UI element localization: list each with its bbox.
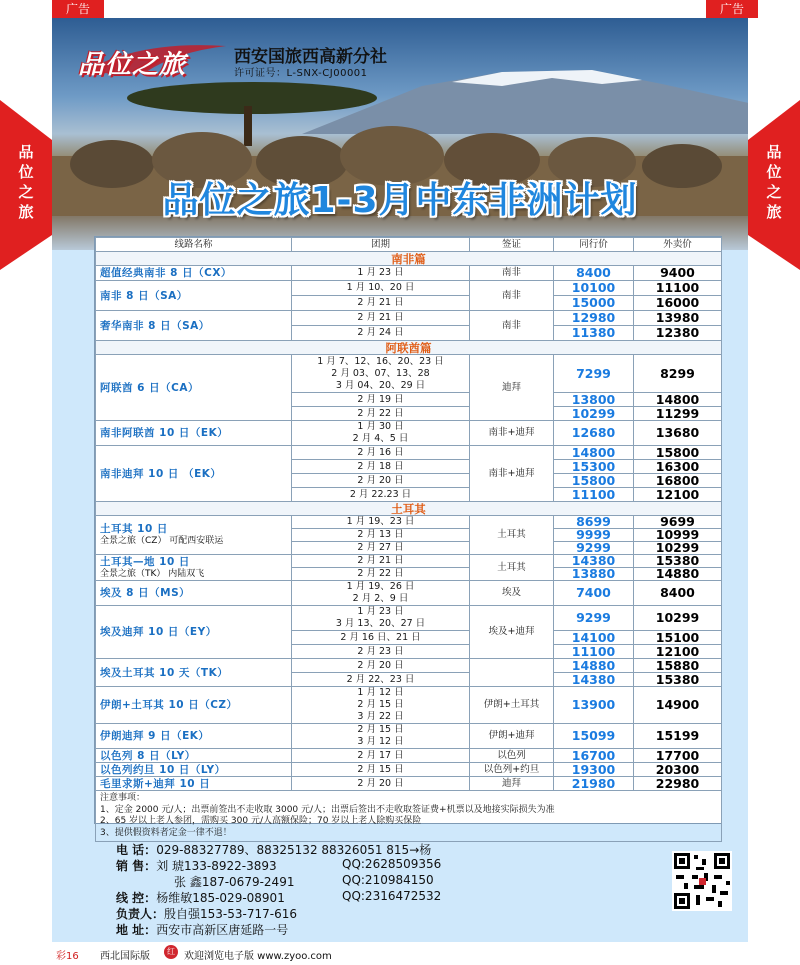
retail-price: 10299 <box>634 606 722 631</box>
retail-price: 15380 <box>634 673 722 687</box>
tour-date <box>292 355 470 393</box>
tour-date: 2 月 23 日 <box>292 645 470 659</box>
retail-price: 10299 <box>634 542 722 555</box>
retail-price: 15380 <box>634 555 722 568</box>
trade-price: 11100 <box>554 645 634 659</box>
manager-line <box>116 905 297 921</box>
side-ribbon-left <box>0 100 52 270</box>
retail-price: 15199 <box>634 724 722 749</box>
retail-price: 20300 <box>634 763 722 777</box>
manager-label: 负责人： <box>116 907 165 921</box>
notes-title: 注意事项： <box>100 793 146 803</box>
route-subtitle: 全景之旅（CZ） 可配西安联运 <box>100 536 224 546</box>
tour-date: 2 月 20 日 <box>292 474 470 488</box>
retail-price: 16000 <box>634 296 722 311</box>
brand-logo-text: 品位之旅 <box>78 50 187 80</box>
route-name: 南非阿联酋 10 日（EK） <box>96 421 292 446</box>
trade-price: 8400 <box>554 266 634 281</box>
control-line <box>116 889 285 905</box>
poster-headline: 品位之旅1-3月中东非洲计划 <box>162 180 638 221</box>
retail-price: 12380 <box>634 326 722 341</box>
route-name: 南非 8 日（SA） <box>96 281 292 311</box>
retail-price: 15100 <box>634 631 722 645</box>
tour-date-line: 1 月 7、12、16、20、23 日 <box>317 355 444 367</box>
retail-price: 16800 <box>634 474 722 488</box>
side-ribbon-left-text <box>0 142 52 222</box>
column-header: 同行价 <box>554 238 634 252</box>
section-row <box>96 502 722 516</box>
tour-date: 2 月 22 日 <box>292 407 470 421</box>
route-name: 奢华南非 8 日（SA） <box>96 311 292 341</box>
website-link[interactable]: 欢迎浏览电子版 www.zyoo.com <box>184 951 332 962</box>
tour-date-line: 1 月 30 日 <box>357 421 404 432</box>
visa-type: 以色列 <box>470 749 554 763</box>
table-header-row <box>96 238 722 252</box>
trade-price: 12980 <box>554 311 634 326</box>
note-item: 2、65 岁以上老人参团，需购买 300 元/人高额保险；70 岁以上老人除购买保险 <box>100 816 422 826</box>
retail-price: 11100 <box>634 281 722 296</box>
section-title: 阿联酋篇 <box>96 341 722 355</box>
itinerary-price-table <box>95 237 722 842</box>
trade-price: 13800 <box>554 393 634 407</box>
table-row <box>96 446 722 460</box>
column-header: 团期 <box>292 238 470 252</box>
visa-type: 南非+迪拜 <box>470 421 554 446</box>
route-name: 阿联酋 6 日（CA） <box>96 355 292 421</box>
tour-date: 2 月 20 日 <box>292 659 470 673</box>
tour-date: 2 月 13 日 <box>292 529 470 542</box>
notes-row <box>96 791 722 842</box>
route-name <box>96 516 292 555</box>
route-name: 毛里求斯+迪拜 10 日 <box>96 777 292 791</box>
visa-type: 南非 <box>470 266 554 281</box>
tour-date-line: 2 月 15 日 <box>357 724 404 735</box>
visa-type: 伊朗+迪拜 <box>470 724 554 749</box>
trade-price: 7400 <box>554 581 634 606</box>
trade-price: 15000 <box>554 296 634 311</box>
table-row <box>96 281 722 296</box>
visa-type: 南非+迪拜 <box>470 446 554 502</box>
side-ribbon-right-text <box>748 142 800 222</box>
ribbon-char: 旅 <box>18 203 34 221</box>
tour-date-line: 3 月 04、20、29 日 <box>335 379 426 391</box>
retail-price: 9699 <box>634 516 722 529</box>
visa-type: 迪拜 <box>470 355 554 421</box>
retail-price: 12100 <box>634 645 722 659</box>
travel-poster <box>52 18 748 960</box>
trade-price: 9999 <box>554 529 634 542</box>
route-name: 以色列 8 日（LY） <box>96 749 292 763</box>
route-name: 南非迪拜 10 日 （EK） <box>96 446 292 502</box>
tour-date <box>292 687 470 724</box>
trade-price: 8699 <box>554 516 634 529</box>
trade-price: 9299 <box>554 606 634 631</box>
tour-date-line: 2 月 4、5 日 <box>352 433 409 444</box>
note-item: 3、提供假资料者定金一律不退！ <box>100 827 232 838</box>
phone-label: 电 话： <box>116 843 157 857</box>
ribbon-char: 品 <box>766 143 782 161</box>
side-ribbon-right <box>748 100 800 270</box>
qr-code-icon <box>672 851 732 911</box>
retail-price: 22980 <box>634 777 722 791</box>
table-row <box>96 266 722 281</box>
license-number: 许可证号：L-SNX-CJ00001 <box>234 68 368 79</box>
page-footer <box>52 942 748 965</box>
edition-name: 西北国际版 <box>100 951 150 962</box>
route-name: 埃及迪拜 10 日（EY） <box>96 606 292 659</box>
visa-type: 埃及 <box>470 581 554 606</box>
retail-price: 8400 <box>634 581 722 606</box>
retail-price: 14880 <box>634 568 722 581</box>
trade-price: 21980 <box>554 777 634 791</box>
table-row <box>96 687 722 724</box>
tour-date <box>292 606 470 631</box>
tour-date <box>292 421 470 446</box>
visa-type: 南非 <box>470 311 554 341</box>
retail-price: 15880 <box>634 659 722 673</box>
sales-label: 销 售： <box>116 859 157 873</box>
ribbon-char: 之 <box>18 183 34 201</box>
visa-type: 迪拜 <box>470 777 554 791</box>
trade-price: 14380 <box>554 555 634 568</box>
itinerary-table-container <box>94 236 722 838</box>
tour-date-line: 3 月 12 日 <box>357 736 404 747</box>
tour-date <box>292 581 470 606</box>
section-title: 土耳其 <box>96 502 722 516</box>
sales-qq-1: QQ:2628509356 <box>342 857 442 871</box>
route-name: 以色列约旦 10 日（LY） <box>96 763 292 777</box>
tour-date-line: 3 月 22 日 <box>357 711 404 722</box>
trade-price: 14800 <box>554 446 634 460</box>
route-title: 土耳其 10 日 <box>100 523 168 535</box>
tour-date: 2 月 15 日 <box>292 763 470 777</box>
page-number: 彩16 <box>56 951 79 962</box>
visa-type: 伊朗+土耳其 <box>470 687 554 724</box>
tour-date: 2 月 21 日 <box>292 296 470 311</box>
tour-date: 2 月 21 日 <box>292 555 470 568</box>
trade-price: 12680 <box>554 421 634 446</box>
phone-value: 029-88327789、88325132 88326051 815→杨 <box>156 843 432 857</box>
control-qq: QQ:2316472532 <box>342 889 442 903</box>
route-title: 土耳其—地 10 日 <box>100 555 190 568</box>
table-row <box>96 777 722 791</box>
retail-price: 11299 <box>634 407 722 421</box>
table-row <box>96 516 722 529</box>
visa-type <box>470 659 554 687</box>
tour-date: 2 月 18 日 <box>292 460 470 474</box>
tour-date: 2 月 27 日 <box>292 542 470 555</box>
tour-date: 2 月 16 日、21 日 <box>292 631 470 645</box>
tour-date: 2 月 22 日 <box>292 568 470 581</box>
tour-date: 2 月 19 日 <box>292 393 470 407</box>
sales-contact: 刘 琥133-8922-3893 <box>156 859 277 873</box>
ribbon-char: 位 <box>766 163 782 181</box>
table-row <box>96 311 722 326</box>
ad-tag-right: 广告 <box>706 0 758 18</box>
trade-price: 13880 <box>554 568 634 581</box>
trade-price: 15300 <box>554 460 634 474</box>
visa-type: 以色列+约旦 <box>470 763 554 777</box>
phone-line <box>116 841 431 857</box>
route-name <box>96 555 292 581</box>
note-item: 1、定金 2000 元/人；出票前签出不走收取 3000 元/人；出票后签出不走收取签证费+机票以及地接实际损失为准 <box>100 804 555 815</box>
table-row <box>96 763 722 777</box>
tour-date: 1 月 10、20 日 <box>292 281 470 296</box>
tour-date: 2 月 22、23 日 <box>292 673 470 687</box>
control-contact: 杨维敏185-029-08901 <box>156 891 285 905</box>
table-row <box>96 421 722 446</box>
safari-hero-image <box>52 18 748 250</box>
trade-price: 14100 <box>554 631 634 645</box>
address-value: 西安市高新区唐延路一号 <box>156 923 289 937</box>
visa-type: 土耳其 <box>470 555 554 581</box>
route-name: 伊朗迪拜 9 日（EK） <box>96 724 292 749</box>
tour-date: 1 月 19、23 日 <box>292 516 470 529</box>
trade-price: 7299 <box>554 355 634 393</box>
trade-price: 16700 <box>554 749 634 763</box>
section-row <box>96 252 722 266</box>
retail-price: 12100 <box>634 488 722 502</box>
retail-price: 8299 <box>634 355 722 393</box>
route-name: 伊朗+土耳其 10 日（CZ） <box>96 687 292 724</box>
table-row <box>96 749 722 763</box>
manager-contact: 殷自强153-53-717-616 <box>164 907 297 921</box>
trade-price: 11380 <box>554 326 634 341</box>
route-subtitle: 全景之旅（TK） 内陆双飞 <box>100 568 205 579</box>
tour-date-line: 1 月 19、26 日 <box>346 581 415 592</box>
trade-price: 9299 <box>554 542 634 555</box>
table-row <box>96 355 722 393</box>
route-name: 超值经典南非 8 日（CX） <box>96 266 292 281</box>
ribbon-char: 旅 <box>766 203 782 221</box>
tour-date: 1 月 23 日 <box>292 266 470 281</box>
trade-price: 13900 <box>554 687 634 724</box>
tour-date <box>292 724 470 749</box>
retail-price: 10999 <box>634 529 722 542</box>
trade-price: 10100 <box>554 281 634 296</box>
ribbon-char: 位 <box>18 163 34 181</box>
tour-date-line: 1 月 12 日 <box>357 687 404 698</box>
retail-price: 16300 <box>634 460 722 474</box>
tour-date-line: 2 月 2、9 日 <box>352 593 409 604</box>
retail-price: 9400 <box>634 266 722 281</box>
control-label: 线 控： <box>116 891 157 905</box>
sales-qq-2: QQ:210984150 <box>342 873 434 887</box>
table-row <box>96 555 722 568</box>
retail-price: 15800 <box>634 446 722 460</box>
column-header: 外卖价 <box>634 238 722 252</box>
tour-date: 2 月 21 日 <box>292 311 470 326</box>
table-row <box>96 581 722 606</box>
retail-price: 13980 <box>634 311 722 326</box>
tour-date-line: 3 月 13、20、27 日 <box>335 618 426 629</box>
sales-line-1 <box>116 857 277 873</box>
ad-tag-left: 广告 <box>52 0 104 18</box>
tour-date: 2 月 24 日 <box>292 326 470 341</box>
edition-badge-icon: 红 <box>164 945 178 959</box>
tour-date: 2 月 20 日 <box>292 777 470 791</box>
tour-date: 2 月 16 日 <box>292 446 470 460</box>
retail-price: 14800 <box>634 393 722 407</box>
trade-price: 11100 <box>554 488 634 502</box>
section-title: 南非篇 <box>96 252 722 266</box>
tour-date: 2 月 17 日 <box>292 749 470 763</box>
table-row <box>96 606 722 631</box>
route-name: 埃及 8 日（MS） <box>96 581 292 606</box>
tour-date-line: 1 月 23 日 <box>357 606 404 617</box>
retail-price: 14900 <box>634 687 722 724</box>
agency-name: 西安国旅西高新分社 <box>234 47 387 67</box>
trade-price: 15800 <box>554 474 634 488</box>
sales-line-2: 张 鑫187-0679-2491 <box>174 875 295 889</box>
address-line <box>116 921 288 937</box>
ribbon-char: 之 <box>766 183 782 201</box>
tour-date: 2 月 22.23 日 <box>292 488 470 502</box>
trade-price: 14380 <box>554 673 634 687</box>
retail-price: 17700 <box>634 749 722 763</box>
tour-date-line: 2 月 03、07、13、28 <box>331 367 430 379</box>
table-row <box>96 659 722 673</box>
tour-date-line: 2 月 15 日 <box>357 699 404 710</box>
retail-price: 13680 <box>634 421 722 446</box>
visa-type: 土耳其 <box>470 516 554 555</box>
notes-cell <box>96 791 722 842</box>
address-label: 地 址： <box>116 923 157 937</box>
visa-type: 南非 <box>470 281 554 311</box>
column-header: 签证 <box>470 238 554 252</box>
column-header: 线路名称 <box>96 238 292 252</box>
trade-price: 14880 <box>554 659 634 673</box>
ribbon-char: 品 <box>18 143 34 161</box>
visa-type: 埃及+迪拜 <box>470 606 554 659</box>
trade-price: 15099 <box>554 724 634 749</box>
trade-price: 19300 <box>554 763 634 777</box>
section-row <box>96 341 722 355</box>
trade-price: 10299 <box>554 407 634 421</box>
route-name: 埃及土耳其 10 天（TK） <box>96 659 292 687</box>
table-row <box>96 724 722 749</box>
